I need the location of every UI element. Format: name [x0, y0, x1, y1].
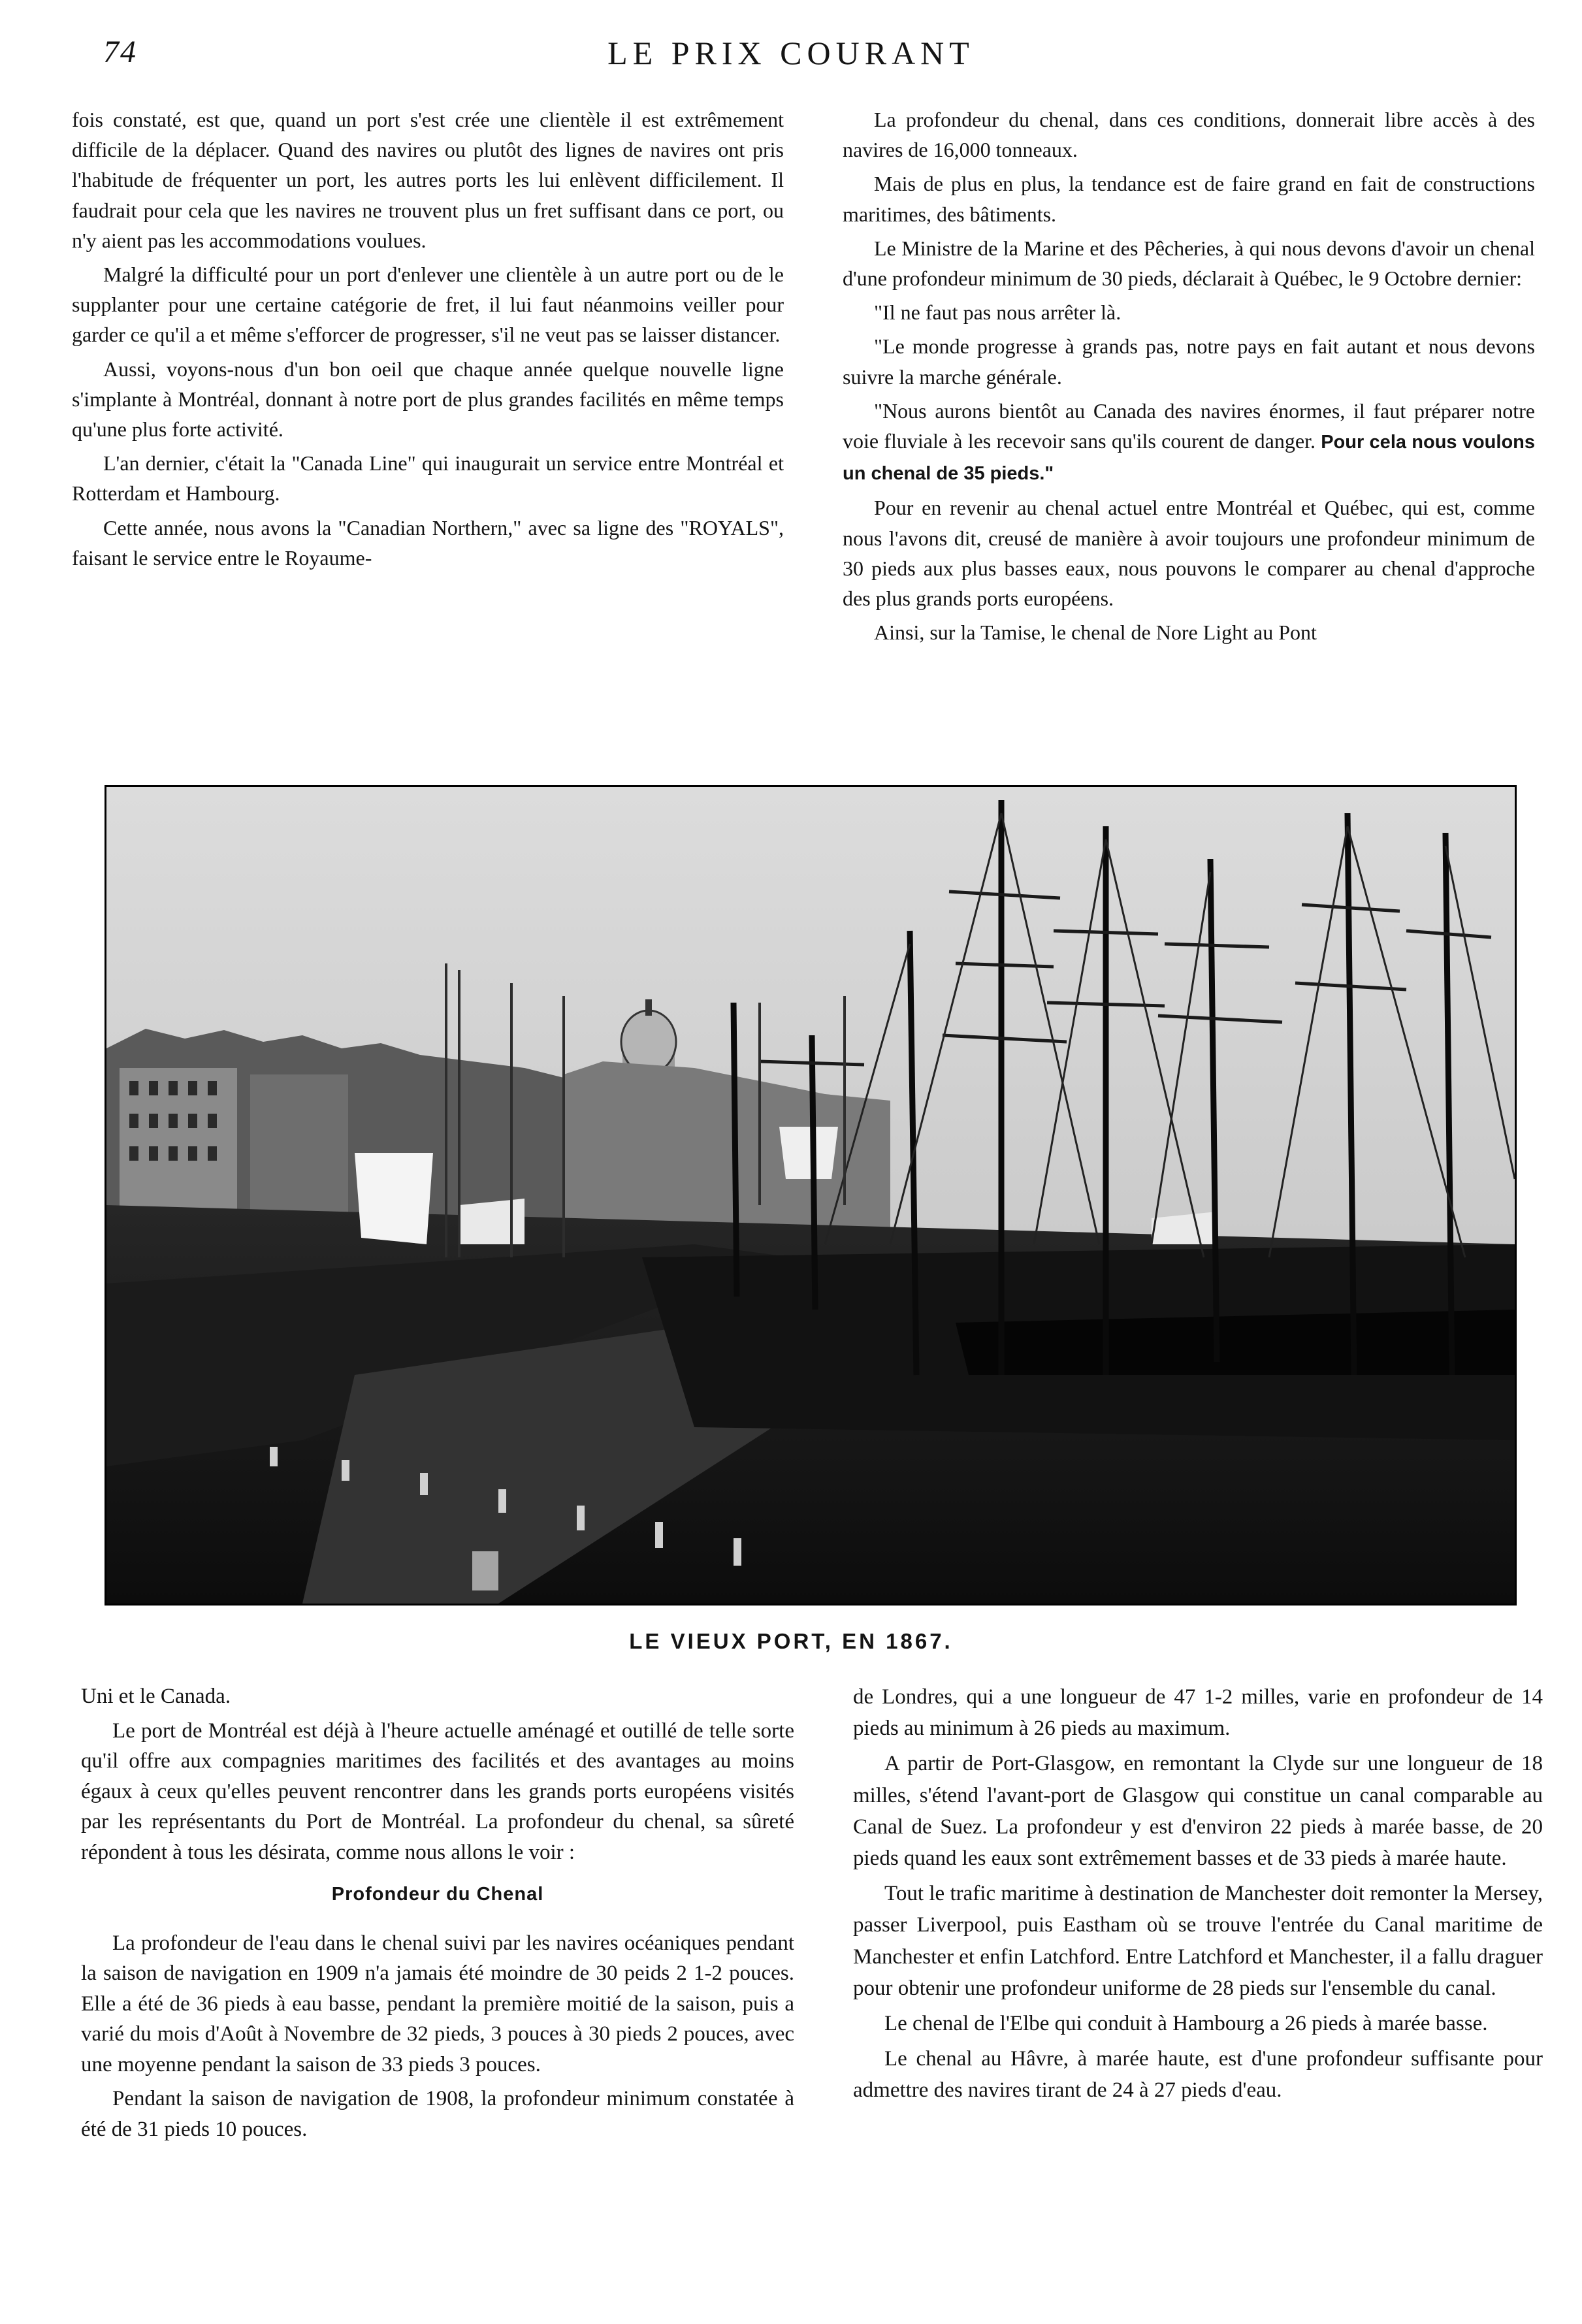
paragraph: L'an dernier, c'était la "Canada Line" qui inaugurait un service entre Montréal et Rotterdam et Hambourg. — [72, 451, 784, 506]
paragraph: "Il ne faut pas nous arrêter là. — [874, 300, 1122, 325]
page-number: 74 — [103, 35, 137, 69]
paragraph: Pour en revenir au chenal actuel entre Montréal et Québec, qui est, comme nous l'avons dit, creusé de manière à avoir toujours une profondeur minimum de 30 pieds aux plus basses eaux, nous pouvons le comparer au chenal d'approche des plus grands ports européens. — [843, 496, 1535, 611]
lower-right-column — [853, 1681, 1543, 2110]
old-port-photograph — [105, 785, 1517, 1606]
paragraph — [843, 396, 1535, 489]
paragraph: Le chenal de l'Elbe qui conduit à Hambourg a 26 pieds à marée basse. — [884, 2012, 1488, 2036]
lower-left-column — [81, 1681, 794, 2148]
paragraph: fois constaté, est que, quand un port s'est crée une clientèle il est extrêmement difficile de la déplacer. Quand des navires ou plutôt des lignes de navires ont pris l'habitude de fréquenter un port, les autres ports les lui enlèvent difficilement. Il faudrait pour cela que les navires ne trouvent plus un fret suffisant dans ce port, ou n'y aient pas les accommodations voulues. — [72, 108, 784, 252]
paragraph: Malgré la difficulté pour un port d'enlever une clientèle à un autre port ou de le supplanter pour une certaine catégorie de fret, il lui faut néanmoins veiller pour garder ce qu'il a et même s'efforcer de progresser, s'il ne veut pas se laisser distancer. — [72, 263, 784, 347]
running-title: LE PRIX COURANT — [607, 35, 975, 71]
bold-quote: Pour cela nous voulons un chenal de 35 pieds." — [843, 432, 1536, 485]
paragraph: Tout le trafic maritime à destination de Manchester doit remonter la Mersey, passer Liverpool, puis Eastham où se trouve l'entrée du Canal maritime de Manchester et enfin Latchford. Entre Latchford et Manchester, il a fallu draguer pour obtenir une profondeur uniforme de 28 pieds sur l'ensemble du canal. — [853, 1882, 1543, 2000]
harbour-illustration — [106, 787, 1515, 1604]
section-heading: Profondeur du Chenal — [331, 1884, 544, 1905]
paragraph: Le chenal au Hâvre, à marée haute, est d'une profondeur suffisante pour admettre des navires tirant de 24 à 27 pieds d'eau. — [853, 2047, 1543, 2103]
paragraph: Le port de Montréal est déjà à l'heure actuelle aménagé et outillé de telle sorte qu'il offre aux compagnies maritimes des facilités et des avantages au moins égaux à ceux qu'elles peuvent rencontrer dans les grands ports européens visités par les représentants du Port de Montréal. La profondeur du chenal, sa sûreté répondent à tous les désirata, comme nous allons le voir : — [81, 1719, 794, 1864]
paragraph: Cette année, nous avons la "Canadian Northern," avec sa ligne des "ROYALS", faisant le service entre le Royaume- — [72, 515, 784, 570]
paragraph: Uni et le Canada. — [81, 1685, 231, 1708]
paragraph: A partir de Port-Glasgow, en remontant la Clyde sur une longueur de 18 milles, s'étend l'avant-port de Glasgow qui constitue un canal comparable au Canal de Suez. La profondeur y est d'environ 22 pieds à marée basse, de 20 pieds quand les eaux sont extrêmement basses et de 33 pieds à marée haute. — [853, 1752, 1543, 1871]
paragraph: de Londres, qui a une longueur de 47 1-2 milles, varie en profondeur de 14 pieds au minimum à 26 pieds au maximum. — [853, 1685, 1543, 1741]
paragraph: Aussi, voyons-nous d'un bon oeil que chaque année quelque nouvelle ligne s'implante à Montréal, donnant à notre port de plus grandes facilités en même temps qu'une plus forte activité. — [72, 357, 784, 442]
paragraph: Le Ministre de la Marine et des Pêcheries, à qui nous devons d'avoir un chenal d'une profondeur minimum de 30 pieds, déclarait à Québec, le 9 Octobre dernier: — [843, 236, 1535, 291]
paragraph: La profondeur de l'eau dans le chenal suivi par les navires océaniques pendant la saison de navigation en 1909 n'a jamais été moindre de 30 peids 2 1-2 pouces. Elle a été de 36 pieds à eau basse, pendant la première moitié de la saison, puis a varié du mois d'Août à Novembre de 32 pieds, 3 pouces à 30 pieds 2 pouces, avec une moyenne pendant la saison de 33 pieds 3 pouces. — [81, 1931, 794, 2076]
figure-caption: LE VIEUX PORT, EN 1867. — [629, 1629, 953, 1653]
paragraph: "Le monde progresse à grands pas, notre pays en fait autant et nous devons suivre la marche générale. — [843, 334, 1535, 389]
paragraph: Mais de plus en plus, la tendance est de faire grand en fait de constructions maritimes, des bâtiments. — [843, 172, 1535, 226]
upper-left-column — [72, 105, 784, 577]
paragraph: Ainsi, sur la Tamise, le chenal de Nore Light au Pont — [874, 621, 1317, 645]
upper-right-column — [843, 105, 1535, 651]
paragraph: Pendant la saison de navigation de 1908, la profondeur minimum constatée à été de 31 pieds 10 pouces. — [81, 2087, 794, 2141]
quote-text: "Nous aurons bientôt au Canada des navires énormes, il faut préparer notre voie fluviale à les recevoir sans qu'ils courent de danger. — [843, 398, 1535, 453]
paragraph: La profondeur du chenal, dans ces conditions, donnerait libre accès à des navires de 16,000 tonneaux. — [843, 108, 1535, 162]
